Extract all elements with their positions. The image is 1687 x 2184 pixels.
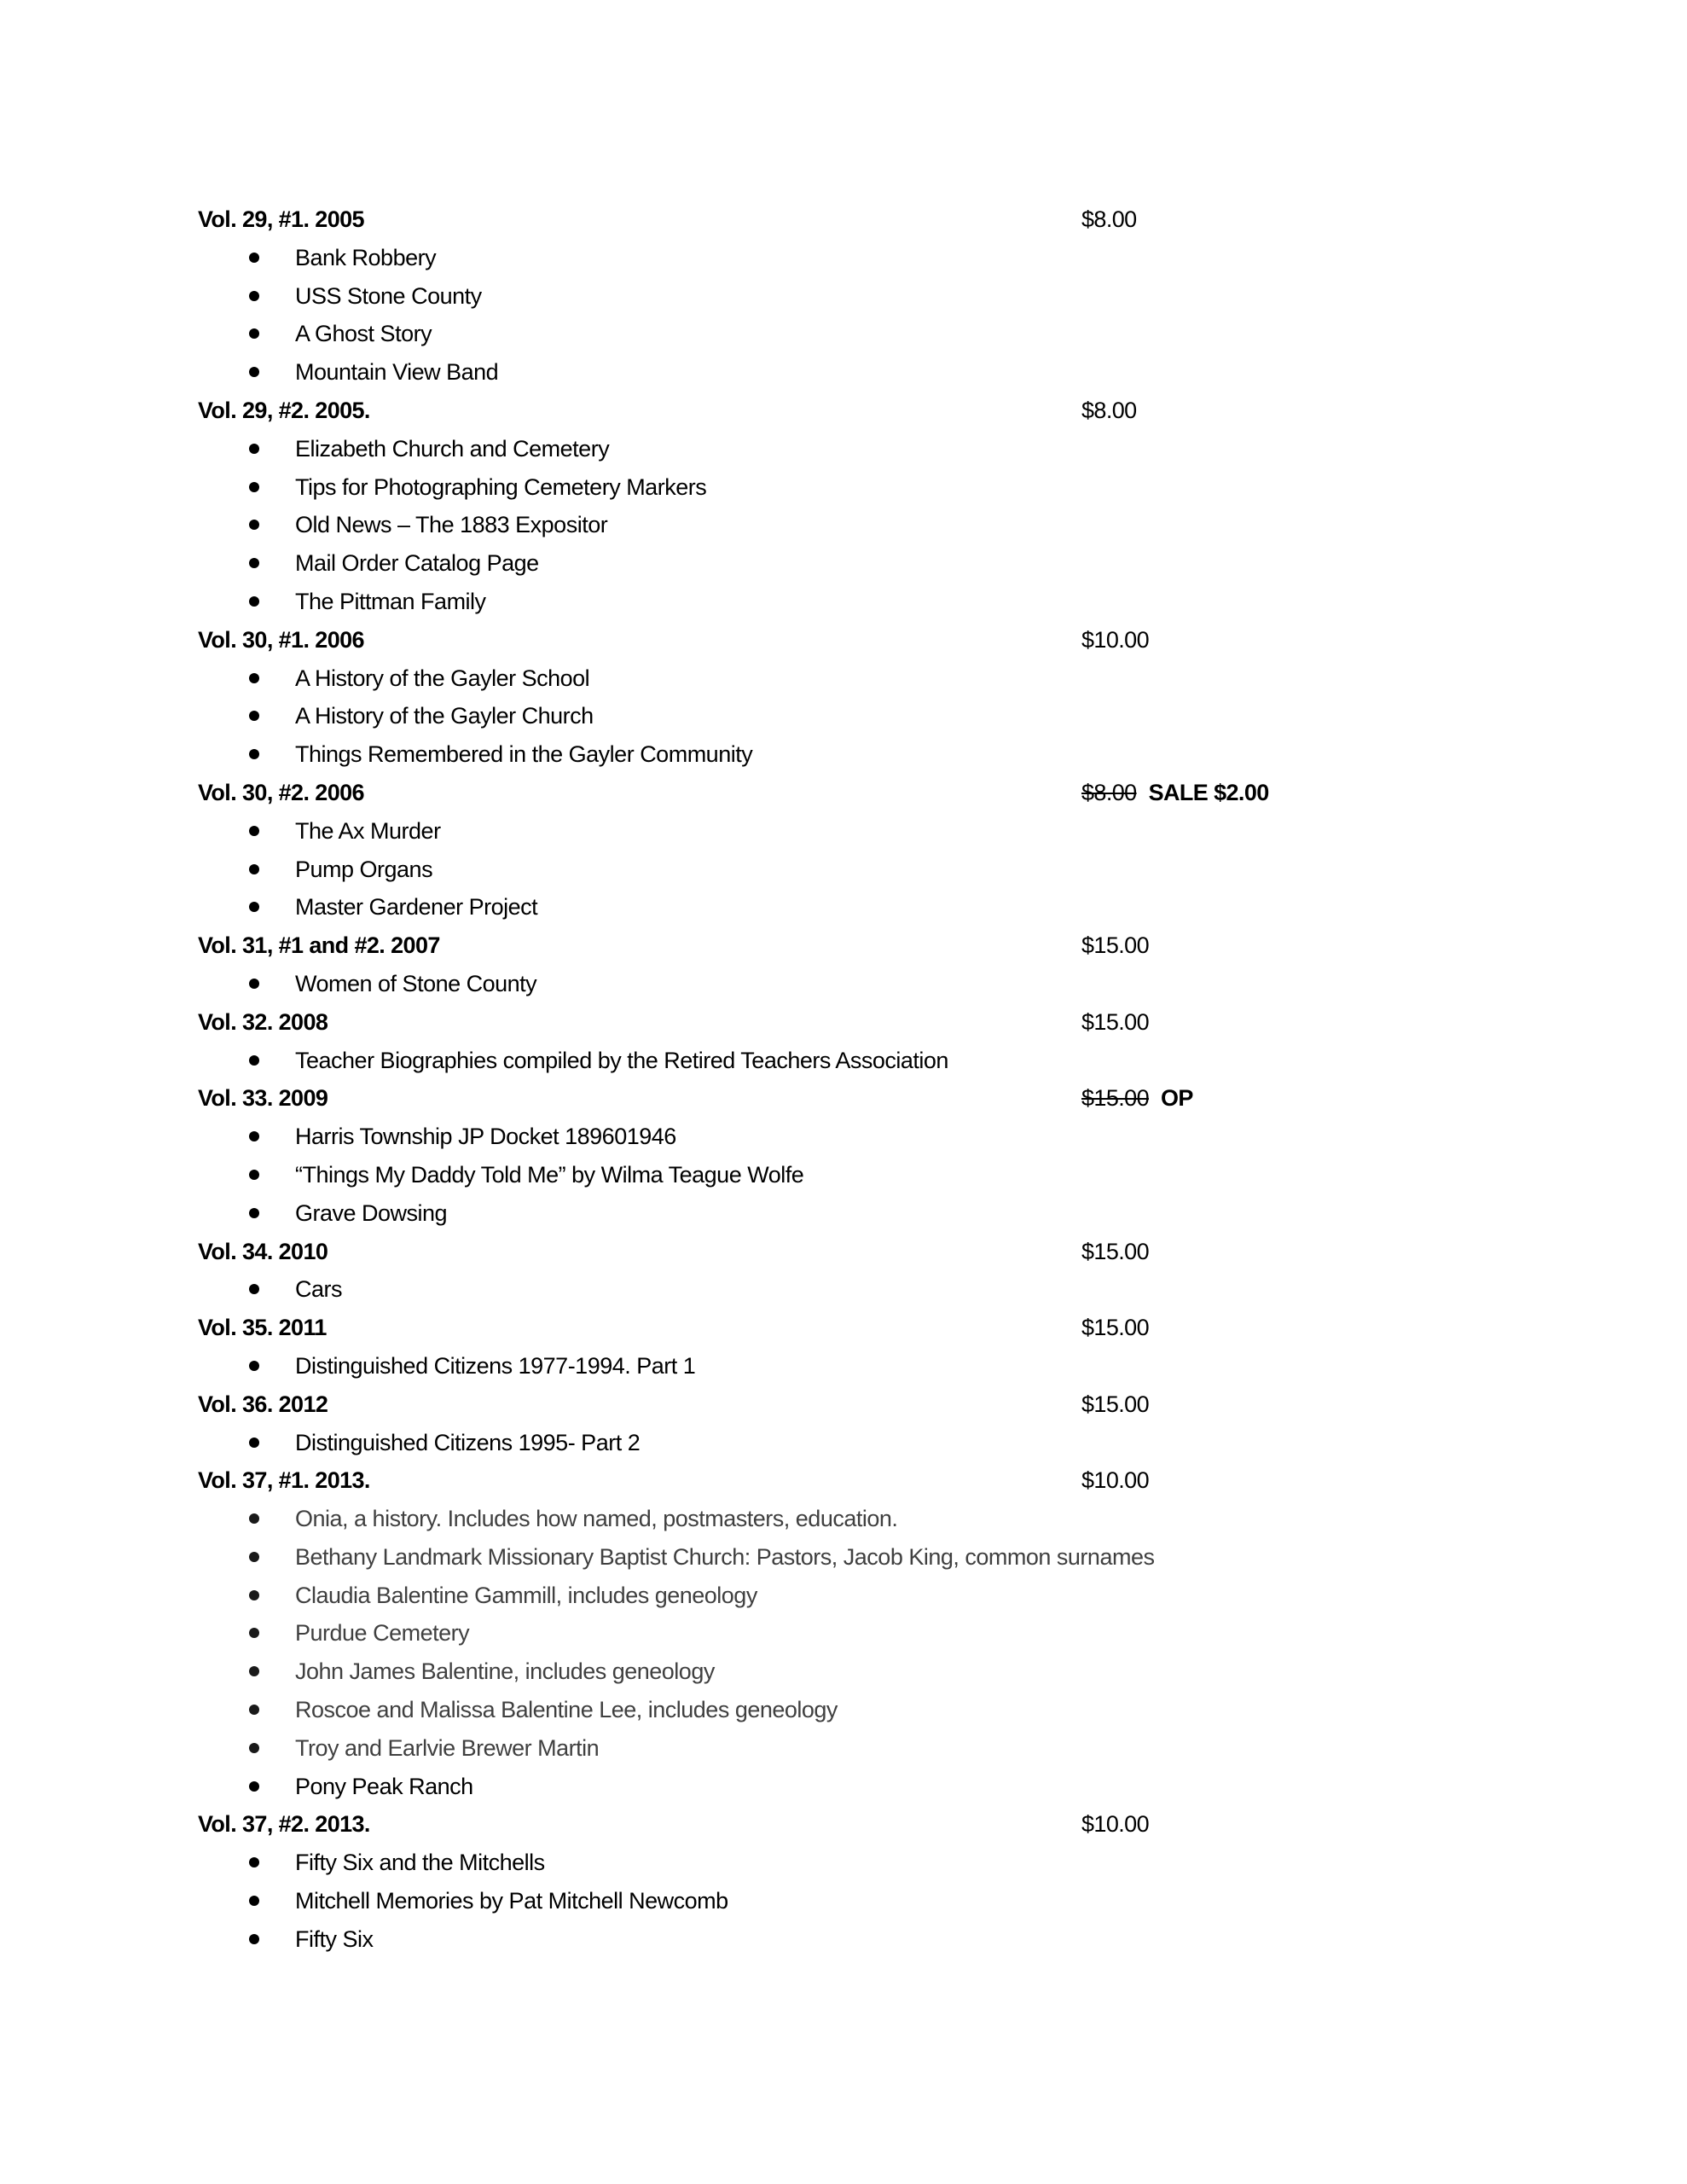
volume-price: $15.00 <box>1081 1391 1149 1417</box>
bullet-icon <box>249 1270 261 1309</box>
article-title: Elizabeth Church and Cemetery <box>295 435 610 462</box>
article-list-item <box>198 888 1528 926</box>
article-list-item <box>198 583 1528 621</box>
article-list-item <box>198 1653 1528 1691</box>
volume-price: $8.00 <box>1081 397 1137 423</box>
bullet-icon <box>249 659 261 698</box>
volume-heading <box>198 1461 1528 1500</box>
price-note: SALE $2.00 <box>1148 779 1269 805</box>
bullet-icon <box>249 1347 261 1385</box>
article-list-item <box>198 1347 1528 1385</box>
bullet-icon <box>249 430 261 468</box>
bullet-icon <box>249 812 261 851</box>
volume-price <box>1081 774 1269 812</box>
article-title: Distinguished Citizens 1995- Part 2 <box>295 1429 641 1455</box>
bullet-icon <box>249 583 261 621</box>
article-title: Harris Township JP Docket 189601946 <box>295 1124 676 1150</box>
volume-price: $15.00 <box>1081 1008 1149 1035</box>
article-list-item <box>198 430 1528 468</box>
article-title: A Ghost Story <box>295 321 432 347</box>
article-title: USS Stone County <box>295 282 482 309</box>
bullet-icon <box>249 1844 261 1882</box>
bullet-icon <box>249 1500 261 1538</box>
bullet-icon <box>249 315 261 353</box>
volume-heading <box>198 621 1528 659</box>
article-title: Mountain View Band <box>295 359 499 386</box>
article-title: Roscoe and Malissa Balentine Lee, includes geneology <box>295 1697 838 1723</box>
volume-heading <box>198 392 1528 430</box>
article-list-item <box>198 1882 1528 1920</box>
article-title: Old News – The 1883 Expositor <box>295 512 608 538</box>
volume-heading <box>198 1805 1528 1844</box>
bullet-icon <box>249 277 261 316</box>
volume-price: $15.00 <box>1081 1315 1149 1341</box>
bullet-icon <box>249 1614 261 1653</box>
article-list-item <box>198 1920 1528 1959</box>
volume-title: Vol. 32. 2008 <box>198 1008 328 1035</box>
article-title: Claudia Balentine Gammill, includes geneology <box>295 1582 757 1608</box>
volume-price: $15.00 <box>1081 932 1149 959</box>
article-list-item <box>198 1270 1528 1309</box>
article-title: Bank Robbery <box>295 244 437 270</box>
volume-price <box>1081 1079 1193 1118</box>
bullet-icon <box>249 1424 261 1462</box>
volume-heading <box>198 1385 1528 1424</box>
article-list-item <box>198 1538 1528 1577</box>
volume-price: $10.00 <box>1081 1467 1149 1494</box>
article-title: Purdue Cemetery <box>295 1620 470 1647</box>
volume-heading <box>198 1233 1528 1271</box>
article-list-item <box>198 1614 1528 1653</box>
article-title: “Things My Daddy Told Me” by Wilma Teague Wolfe <box>295 1161 804 1188</box>
bullet-icon <box>249 506 261 544</box>
article-list-item <box>198 1194 1528 1233</box>
volume-title: Vol. 30, #2. 2006 <box>198 779 364 805</box>
article-list-item <box>198 1577 1528 1615</box>
volume-title: Vol. 29, #1. 2005 <box>198 206 364 232</box>
bullet-icon <box>249 353 261 392</box>
bullet-icon <box>249 1729 261 1768</box>
original-price-struck: $15.00 <box>1081 1085 1149 1112</box>
article-title: The Ax Murder <box>295 817 441 844</box>
bullet-icon <box>249 888 261 926</box>
bullet-icon <box>249 851 261 889</box>
article-list-item <box>198 659 1528 698</box>
article-list-item <box>198 544 1528 583</box>
article-list-item <box>198 1156 1528 1194</box>
volume-price: $10.00 <box>1081 1811 1149 1838</box>
article-title: Distinguished Citizens 1977-1994. Part 1 <box>295 1352 696 1379</box>
article-list-item <box>198 1500 1528 1538</box>
bullet-icon <box>249 1577 261 1615</box>
article-list-item <box>198 1691 1528 1729</box>
article-title: Grave Dowsing <box>295 1199 448 1226</box>
article-list-item <box>198 735 1528 774</box>
volume-title: Vol. 29, #2. 2005. <box>198 397 370 423</box>
article-title: The Pittman Family <box>295 588 486 614</box>
volume-title: Vol. 33. 2009 <box>198 1085 328 1112</box>
bullet-icon <box>249 1768 261 1806</box>
bullet-icon <box>249 1920 261 1959</box>
article-list-item <box>198 239 1528 277</box>
article-list-item <box>198 1768 1528 1806</box>
article-title: Bethany Landmark Missionary Baptist Church: Pastors, Jacob King, common surnames <box>295 1543 1155 1570</box>
volume-heading <box>198 1003 1528 1042</box>
bullet-icon <box>249 1691 261 1729</box>
back-issue-catalog <box>198 200 1528 1959</box>
article-list-item <box>198 1118 1528 1156</box>
bullet-icon <box>249 1882 261 1920</box>
bullet-icon <box>249 239 261 277</box>
bullet-icon <box>249 544 261 583</box>
volume-title: Vol. 37, #2. 2013. <box>198 1811 370 1838</box>
price-note: OP <box>1160 1085 1193 1112</box>
volume-title: Vol. 30, #1. 2006 <box>198 626 364 653</box>
article-list-item <box>198 506 1528 544</box>
article-list-item <box>198 315 1528 353</box>
article-title: Mitchell Memories by Pat Mitchell Newcomb <box>295 1888 728 1914</box>
bullet-icon <box>249 1653 261 1691</box>
volume-heading <box>198 1079 1528 1118</box>
article-title: Tips for Photographing Cemetery Markers <box>295 473 707 500</box>
article-title: Pony Peak Ranch <box>295 1773 473 1799</box>
article-list-item <box>198 1042 1528 1080</box>
volume-title: Vol. 35. 2011 <box>198 1315 327 1341</box>
volume-price: $15.00 <box>1081 1238 1149 1264</box>
article-list-item <box>198 353 1528 392</box>
bullet-icon <box>249 1194 261 1233</box>
bullet-icon <box>249 1042 261 1080</box>
article-title: Teacher Biographies compiled by the Retired Teachers Association <box>295 1047 948 1073</box>
bullet-icon <box>249 735 261 774</box>
article-list-item <box>198 1844 1528 1882</box>
article-title: A History of the Gayler Church <box>295 703 594 729</box>
article-list-item <box>198 812 1528 851</box>
article-title: Troy and Earlvie Brewer Martin <box>295 1734 600 1761</box>
volume-price: $10.00 <box>1081 626 1149 653</box>
bullet-icon <box>249 468 261 507</box>
article-list-item <box>198 697 1528 735</box>
article-title: John James Balentine, includes geneology <box>295 1658 715 1685</box>
article-list-item <box>198 965 1528 1003</box>
volume-heading <box>198 200 1528 239</box>
article-title: Pump Organs <box>295 856 433 882</box>
volume-heading <box>198 774 1528 812</box>
article-list-item <box>198 1729 1528 1768</box>
article-title: Things Remembered in the Gayler Community <box>295 741 753 768</box>
volume-title: Vol. 34. 2010 <box>198 1238 328 1264</box>
volume-heading <box>198 926 1528 965</box>
volume-title: Vol. 37, #1. 2013. <box>198 1467 370 1494</box>
article-title: A History of the Gayler School <box>295 665 590 691</box>
article-title: Fifty Six and the Mitchells <box>295 1850 545 1876</box>
volume-heading <box>198 1309 1528 1347</box>
article-title: Cars <box>295 1276 343 1303</box>
article-title: Master Gardener Project <box>295 894 538 921</box>
volume-title: Vol. 36. 2012 <box>198 1391 328 1417</box>
volume-price: $8.00 <box>1081 206 1137 232</box>
original-price-struck: $8.00 <box>1081 779 1137 805</box>
article-title: Fifty Six <box>295 1926 374 1952</box>
bullet-icon <box>249 697 261 735</box>
article-title: Women of Stone County <box>295 970 537 996</box>
article-title: Onia, a history. Includes how named, postmasters, education. <box>295 1506 898 1532</box>
bullet-icon <box>249 965 261 1003</box>
bullet-icon <box>249 1538 261 1577</box>
article-title: Mail Order Catalog Page <box>295 550 539 577</box>
article-list-item <box>198 468 1528 507</box>
volume-title: Vol. 31, #1 and #2. 2007 <box>198 932 440 959</box>
article-list-item <box>198 1424 1528 1462</box>
bullet-icon <box>249 1156 261 1194</box>
article-list-item <box>198 851 1528 889</box>
article-list-item <box>198 277 1528 316</box>
bullet-icon <box>249 1118 261 1156</box>
